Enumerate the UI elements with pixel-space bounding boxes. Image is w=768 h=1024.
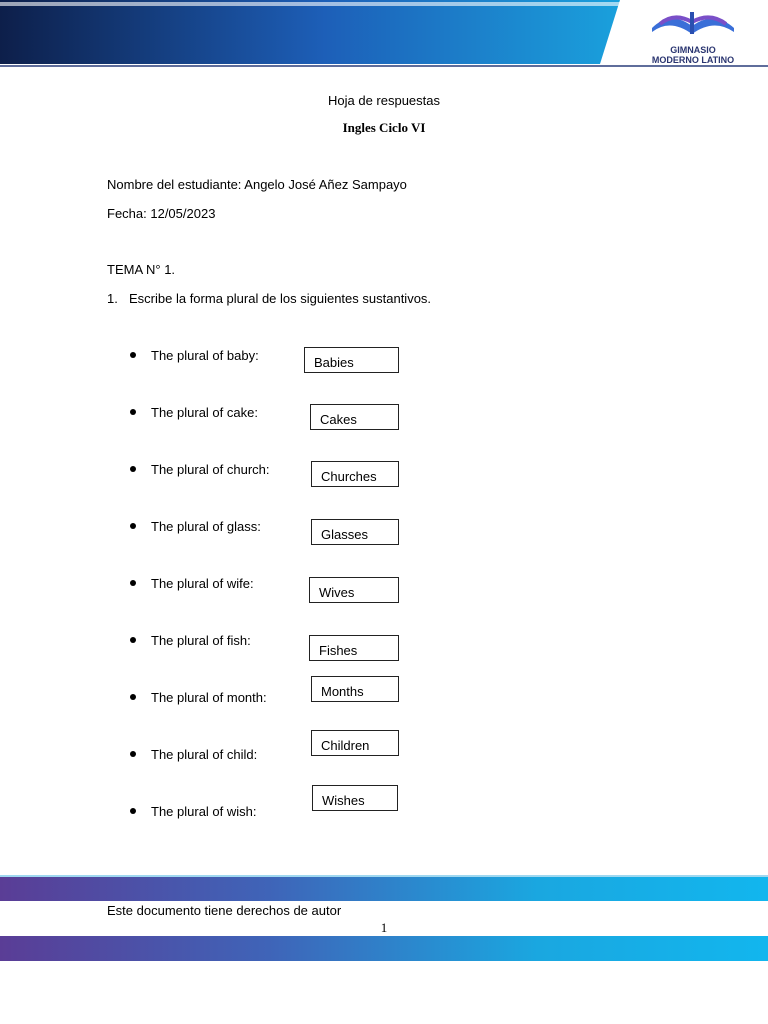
footer-band-top xyxy=(0,876,768,901)
tema-heading: TEMA N° 1. xyxy=(107,262,176,277)
doc-date: Fecha: 12/05/2023 xyxy=(107,206,216,221)
page-number: 1 xyxy=(380,920,388,935)
answer-box: Fishes xyxy=(309,635,399,661)
item-label: The plural of wish: xyxy=(151,804,257,819)
answer-box: Months xyxy=(311,676,399,702)
footer-band-bottom xyxy=(0,936,768,961)
bullet xyxy=(130,694,136,700)
bullet xyxy=(130,466,136,472)
bullet xyxy=(130,523,136,529)
answer-box: Wives xyxy=(309,577,399,603)
answer-box: Glasses xyxy=(311,519,399,545)
item-label: The plural of church: xyxy=(151,462,270,477)
student-name: Nombre del estudiante: Angelo José Añez Sampayo xyxy=(107,177,407,192)
footer-band-top-line xyxy=(0,875,768,877)
school-logo xyxy=(646,4,740,64)
item-label: The plural of child: xyxy=(151,747,258,762)
answer-box: Children xyxy=(311,730,399,756)
book-logo-icon xyxy=(646,4,740,40)
item-label: The plural of baby: xyxy=(151,348,259,363)
item-label: The plural of fish: xyxy=(151,633,251,648)
bullet xyxy=(130,751,136,757)
logo-line1: GIMNASIO xyxy=(670,45,716,55)
bullet xyxy=(130,580,136,586)
bullet xyxy=(130,808,136,814)
bullet xyxy=(130,637,136,643)
answer-box: Wishes xyxy=(312,785,398,811)
item-label: The plural of cake: xyxy=(151,405,258,420)
answer-box: Cakes xyxy=(310,404,399,430)
copyright-text: Este documento tiene derechos de autor xyxy=(107,903,342,918)
logo-line2: MODERNO LATINO xyxy=(651,55,735,65)
answer-box: Babies xyxy=(304,347,399,373)
question-text: Escribe la forma plural de los siguientes sustantivos. xyxy=(129,291,432,306)
doc-title: Hoja de respuestas xyxy=(327,93,440,108)
question-number: 1. xyxy=(107,291,118,306)
answer-box: Churches xyxy=(311,461,399,487)
bullet xyxy=(130,352,136,358)
item-label: The plural of wife: xyxy=(151,576,254,591)
item-label: The plural of glass: xyxy=(151,519,261,534)
item-label: The plural of month: xyxy=(151,690,267,705)
doc-subtitle: Ingles Ciclo VI xyxy=(342,120,426,135)
bullet xyxy=(130,409,136,415)
